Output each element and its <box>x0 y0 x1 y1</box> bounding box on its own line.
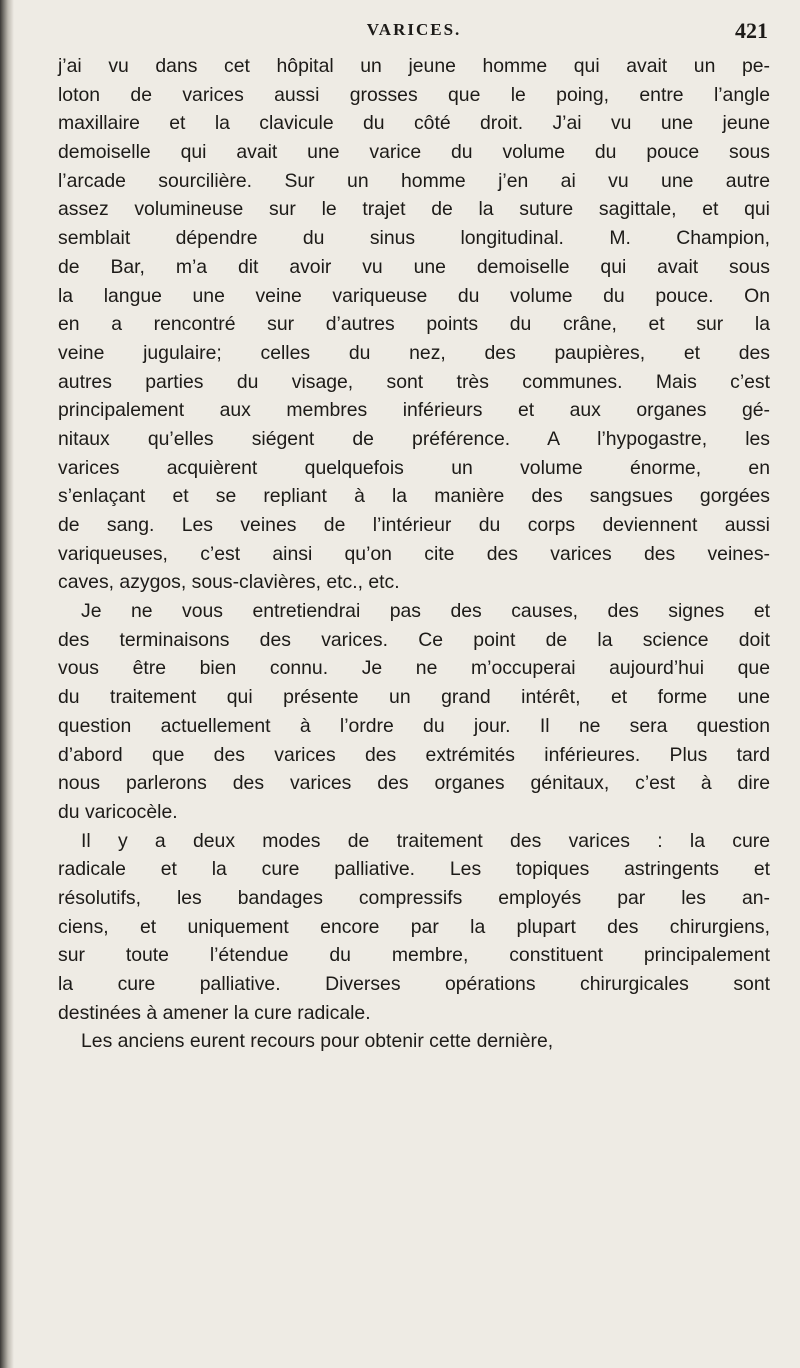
text-line: de Bar, m’a dit avoir vu une demoiselle qui avait sous <box>58 255 770 278</box>
text-line: varices acquièrent quelquefois un volume énorme, en <box>58 456 770 479</box>
running-head <box>58 18 770 52</box>
paragraph <box>58 827 770 1028</box>
paragraph <box>58 52 770 597</box>
text-line: de sang. Les veines de l’intérieur du corps deviennent aussi <box>58 514 770 536</box>
book-page <box>58 18 770 1348</box>
text-line: vous être bien connu. Je ne m’occuperai aujourd’hui que <box>58 657 770 680</box>
paragraph <box>58 1027 770 1056</box>
text-line: question actuellement à l’ordre du jour. Il ne sera question <box>58 714 770 737</box>
text-line: veine jugulaire; celles du nez, des paupières, et des <box>58 341 770 364</box>
text-line: caves, azygos, sous-clavières, etc., etc. <box>58 571 400 594</box>
text-line: loton de varices aussi grosses que le poing, entre l’angle <box>58 83 770 106</box>
text-line: nitaux qu’elles siégent de préférence. A l’hypogastre, les <box>58 427 770 450</box>
text-line: Il y a deux modes de traitement des varices : la cure <box>81 829 770 852</box>
page-number: 421 <box>735 18 768 43</box>
text-line: des terminaisons des varices. Ce point de la science doit <box>58 628 770 651</box>
text-line: assez volumineuse sur le trajet de la suture sagittale, et qui <box>58 198 770 221</box>
text-line: ciens, et uniquement encore par la plupart des chirurgiens, <box>58 915 770 938</box>
text-line: sur toute l’étendue du membre, constituent principalement <box>58 944 770 967</box>
text-line: Je ne vous entretiendrai pas des causes, des signes et <box>81 600 770 623</box>
text-line: la langue une veine variqueuse du volume du pouce. On <box>58 284 770 307</box>
text-line: semblait dépendre du sinus longitudinal. M. Champion, <box>58 227 770 250</box>
text-line: destinées à amener la cure radicale. <box>58 1001 371 1024</box>
text-line: j’ai vu dans cet hôpital un jeune homme qui avait un pe- <box>58 55 770 77</box>
text-line: maxillaire et la clavicule du côté droit. J’ai vu une jeune <box>58 112 770 135</box>
paragraph <box>58 597 770 827</box>
text-line: l’arcade sourcilière. Sur un homme j’en ai vu une autre <box>58 169 770 192</box>
text-line: du traitement qui présente un grand intérêt, et forme une <box>58 686 770 709</box>
running-head-title: VARICES. <box>366 20 462 39</box>
text-line: résolutifs, les bandages compressifs employés par les an- <box>58 886 770 909</box>
text-line: variqueuses, c’est ainsi qu’on cite des varices des veines- <box>58 542 770 565</box>
text-line: en a rencontré sur d’autres points du crâne, et sur la <box>58 313 770 336</box>
text-line: nous parlerons des varices des organes génitaux, c’est à dire <box>58 772 770 795</box>
body-text <box>58 52 770 1056</box>
page-binding-shadow <box>0 0 14 1368</box>
text-line: la cure palliative. Diverses opérations chirurgicales sont <box>58 973 770 995</box>
text-line: d’abord que des varices des extrémités inférieures. Plus tard <box>58 743 770 766</box>
text-line: autres parties du visage, sont très communes. Mais c’est <box>58 370 770 393</box>
text-line: demoiselle qui avait une varice du volume du pouce sous <box>58 141 770 164</box>
text-line: du varicocèle. <box>58 800 178 823</box>
text-line: principalement aux membres inférieurs et aux organes gé- <box>58 399 770 422</box>
text-line: radicale et la cure palliative. Les topiques astringents et <box>58 858 770 881</box>
text-line: s’enlaçant et se repliant à la manière des sangsues gorgées <box>58 485 770 508</box>
text-line: Les anciens eurent recours pour obtenir cette dernière, <box>81 1030 554 1053</box>
